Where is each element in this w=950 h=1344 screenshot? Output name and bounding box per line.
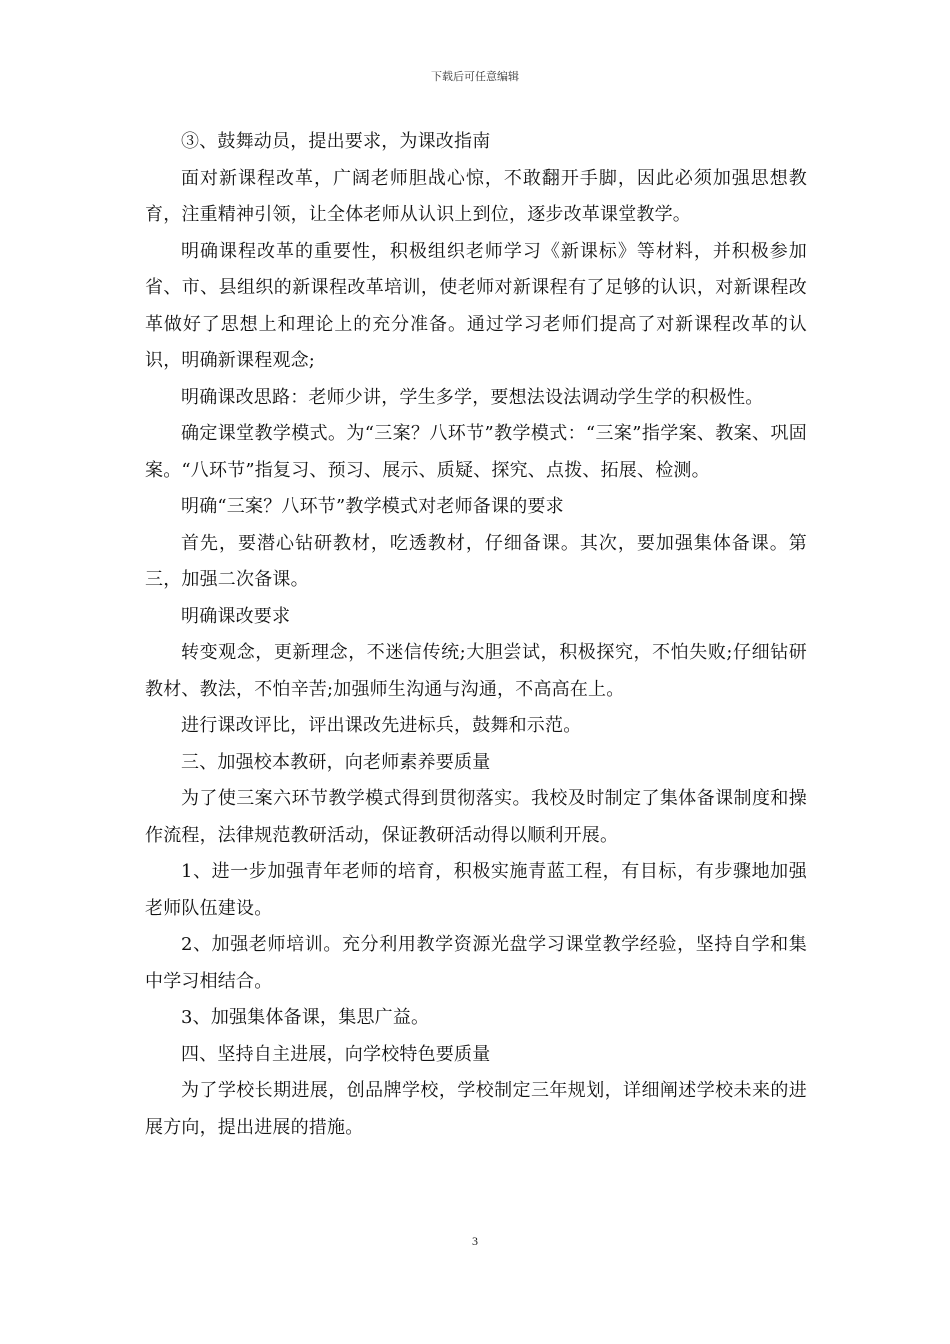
paragraph: 转变观念，更新理念，不迷信传统;大胆尝试，积极探究，不怕失败;仔细钻研教材、教法，不怕辛苦;加强师生沟通与沟通，不高高在上。 [145, 642, 807, 700]
list-item: 3、加强集体备课，集思广益。 [181, 1007, 430, 1028]
paragraph: 首先，要潜心钻研教材，吃透教材，仔细备课。其次，要加强集体备课。第三，加强二次备课。 [145, 532, 807, 590]
paragraph: 为了学校长期进展，创品牌学校，学校制定三年规划，详细阐述学校未来的进展方向，提出进展的措施。 [145, 1080, 807, 1138]
paragraph: 为了使三案六环节教学模式得到贯彻落实。我校及时制定了集体备课制度和操作流程，法律规范教研活动，保证教研活动得以顺利开展。 [145, 788, 807, 846]
paragraph: 明确课改思路：老师少讲，学生多学，要想法设法调动学生学的积极性。 [181, 386, 764, 408]
section-heading: 四、坚持自主进展，向学校特色要质量 [181, 1043, 491, 1065]
paragraph: 进行课改评比，评出课改先进标兵，鼓舞和示范。 [181, 715, 582, 736]
paragraph: 明确“三案？八环节”教学模式对老师备课的要求 [181, 496, 564, 517]
list-item: 1、进一步加强青年老师的培育，积极实施青蓝工程，有目标，有步骤地加强老师队伍建设。 [145, 861, 807, 919]
paragraph: ③、鼓舞动员，提出要求，为课改指南 [181, 131, 491, 152]
document-body [145, 124, 807, 1146]
paragraph: 明确课程改革的重要性，积极组织老师学习《新课标》等材料，并积极参加省、市、县组织的新课程改革培训，使老师对新课程有了足够的认识，对新课程改革做好了思想上和理论上的充分准备。通过学习老师们提高了对新课程改革的认识，明确新课程观念; [145, 240, 807, 371]
section-heading: 三、加强校本教研，向老师素养要质量 [181, 751, 491, 773]
paragraph: 确定课堂教学模式。为“三案？八环节”教学模式：“三案”指学案、教案、巩固案。“八环节”指复习、预习、展示、质疑、探究、点拨、拓展、检测。 [145, 423, 807, 481]
paragraph: 面对新课程改革，广阔老师胆战心惊，不敢翻开手脚，因此必须加强思想教育，注重精神引领，让全体老师从认识上到位，逐步改革课堂教学。 [145, 167, 807, 225]
paragraph: 明确课改要求 [181, 605, 291, 627]
page-number: 3 [472, 1234, 478, 1248]
list-item: 2、加强老师培训。充分利用教学资源光盘学习课堂教学经验，坚持自学和集中学习相结合。 [145, 934, 807, 992]
page-header: 下载后可任意编辑 [431, 70, 519, 83]
